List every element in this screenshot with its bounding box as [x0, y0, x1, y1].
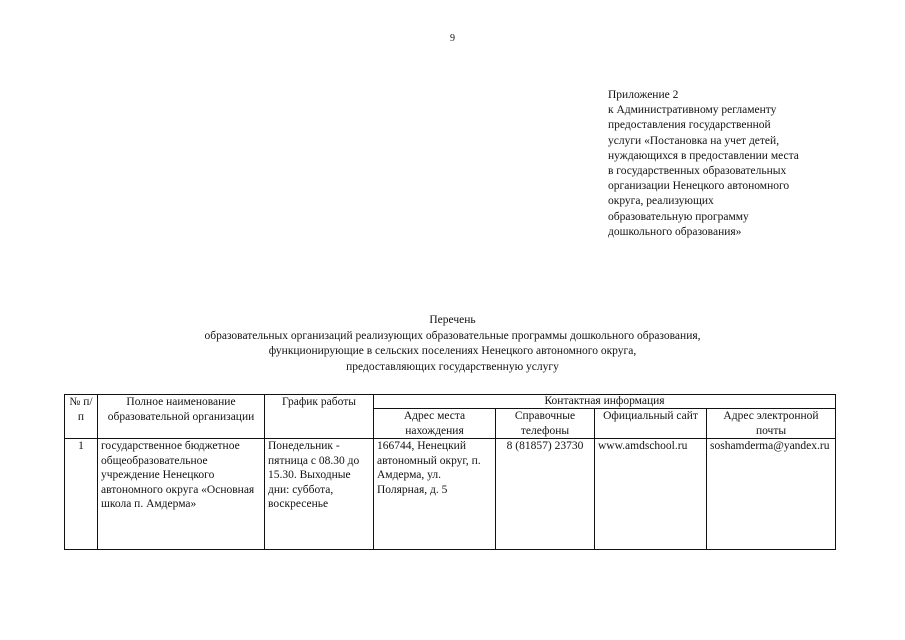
header-address: Адрес места нахождения [374, 409, 496, 439]
appendix-line: образовательную программу [608, 210, 749, 223]
cell-name: государственное бюджетное общеобразовательное учреждение Ненецкого автономного округа «Основная школа п. Амдерма» [98, 439, 265, 550]
appendix-caption [608, 88, 888, 240]
appendix-line: к Административному регламенту [608, 104, 777, 117]
document-heading [0, 313, 905, 375]
cell-address: 166744, Ненецкий автономный округ, п. Амдерма, ул. Полярная, д. 5 [374, 439, 496, 550]
appendix-line: нуждающихся в предоставлении места [608, 149, 799, 162]
appendix-line: Приложение 2 [608, 89, 679, 101]
table-row [65, 439, 836, 550]
appendix-line: округа, реализующих [608, 195, 714, 208]
header-schedule: График работы [265, 395, 374, 439]
cell-number: 1 [65, 439, 98, 550]
cell-phones: 8 (81857) 23730 [496, 439, 595, 550]
cell-schedule: Понедельник - пятница с 08.30 до 15.30. Выходные дни: суббота, воскресенье [265, 439, 374, 550]
header-number: № п/п [65, 395, 98, 439]
heading-title: Перечень [429, 314, 476, 326]
heading-line: функционирующие в сельских поселениях Ненецкого автономного округа, [268, 345, 637, 357]
heading-line: предоставляющих государственную услугу [346, 360, 559, 373]
appendix-line: дошкольного образования» [608, 225, 742, 238]
header-website: Официальный сайт [595, 409, 707, 439]
appendix-line: организации Ненецкого автономного [608, 180, 790, 193]
cell-email: soshamderma@yandex.ru [707, 439, 836, 550]
organizations-table [64, 394, 836, 550]
page-number: 9 [450, 33, 455, 44]
appendix-line: услуги «Постановка на учет детей, [608, 134, 780, 147]
header-name: Полное наименование образовательной организации [98, 395, 265, 439]
header-phones: Справочные телефоны [496, 409, 595, 439]
appendix-line: в государственных образовательных [608, 165, 787, 178]
appendix-line: предоставления государственной [608, 119, 771, 132]
header-email: Адрес электронной почты [707, 409, 836, 439]
heading-line: образовательных организаций реализующих образовательные программы дошкольного образования, [204, 329, 701, 342]
cell-website: www.amdschool.ru [595, 439, 707, 550]
header-contact-group: Контактная информация [374, 395, 836, 409]
